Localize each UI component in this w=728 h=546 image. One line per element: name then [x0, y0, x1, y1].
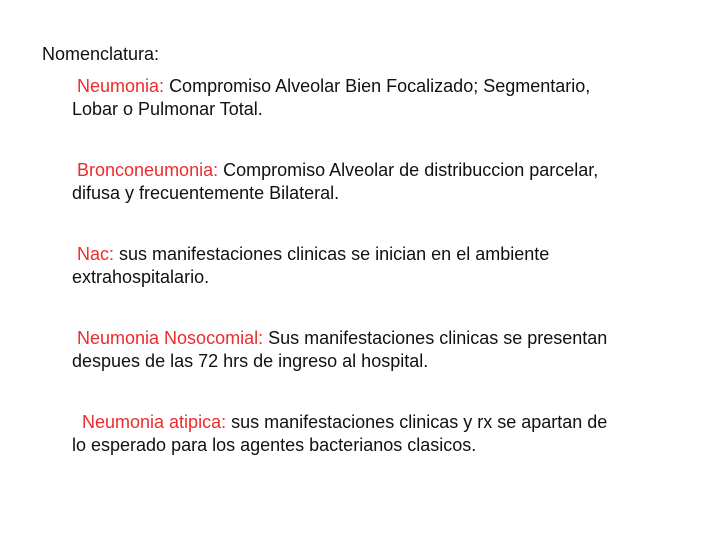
definition-term: Neumonia:: [77, 76, 165, 96]
definition-term: Bronconeumonia:: [77, 160, 219, 180]
definition-text: Compromiso Alveolar de distribuccion parcelar,: [223, 160, 599, 180]
definition-continuation: lo esperado para los agentes bacterianos clasicos.: [72, 435, 477, 455]
definition-entry-neumonia-nosocomial: [72, 327, 712, 373]
definition-first-line: [72, 327, 712, 350]
definition-entry-neumonia-atipica: [72, 411, 712, 457]
definition-text: Compromiso Alveolar Bien Focalizado; Segmentario,: [169, 76, 591, 96]
definition-continuation: Lobar o Pulmonar Total.: [72, 99, 263, 119]
definition-continuation: difusa y frecuentemente Bilateral.: [72, 183, 340, 203]
heading: Nomenclatura:: [42, 44, 160, 64]
definition-entry-nac: [72, 243, 712, 289]
definition-continuation: despues de las 72 hrs de ingreso al hospital.: [72, 351, 429, 371]
definition-text: Sus manifestaciones clinicas se presentan: [268, 328, 608, 348]
definition-first-line: [72, 159, 712, 182]
definition-first-line: [72, 75, 712, 98]
definition-entry-bronconeumonia: [72, 159, 712, 205]
definition-text: sus manifestaciones clinicas y rx se apartan de: [231, 412, 608, 432]
definition-first-line: [72, 243, 712, 266]
definition-first-line: [72, 411, 712, 434]
definition-term: Nac:: [77, 244, 115, 264]
definition-continuation: extrahospitalario.: [72, 267, 210, 287]
definition-text: sus manifestaciones clinicas se inician en el ambiente: [119, 244, 550, 264]
definition-entry-neumonia: [72, 75, 712, 121]
definition-term: Neumonia Nosocomial:: [77, 328, 264, 348]
definition-term: Neumonia atipica:: [82, 412, 227, 432]
